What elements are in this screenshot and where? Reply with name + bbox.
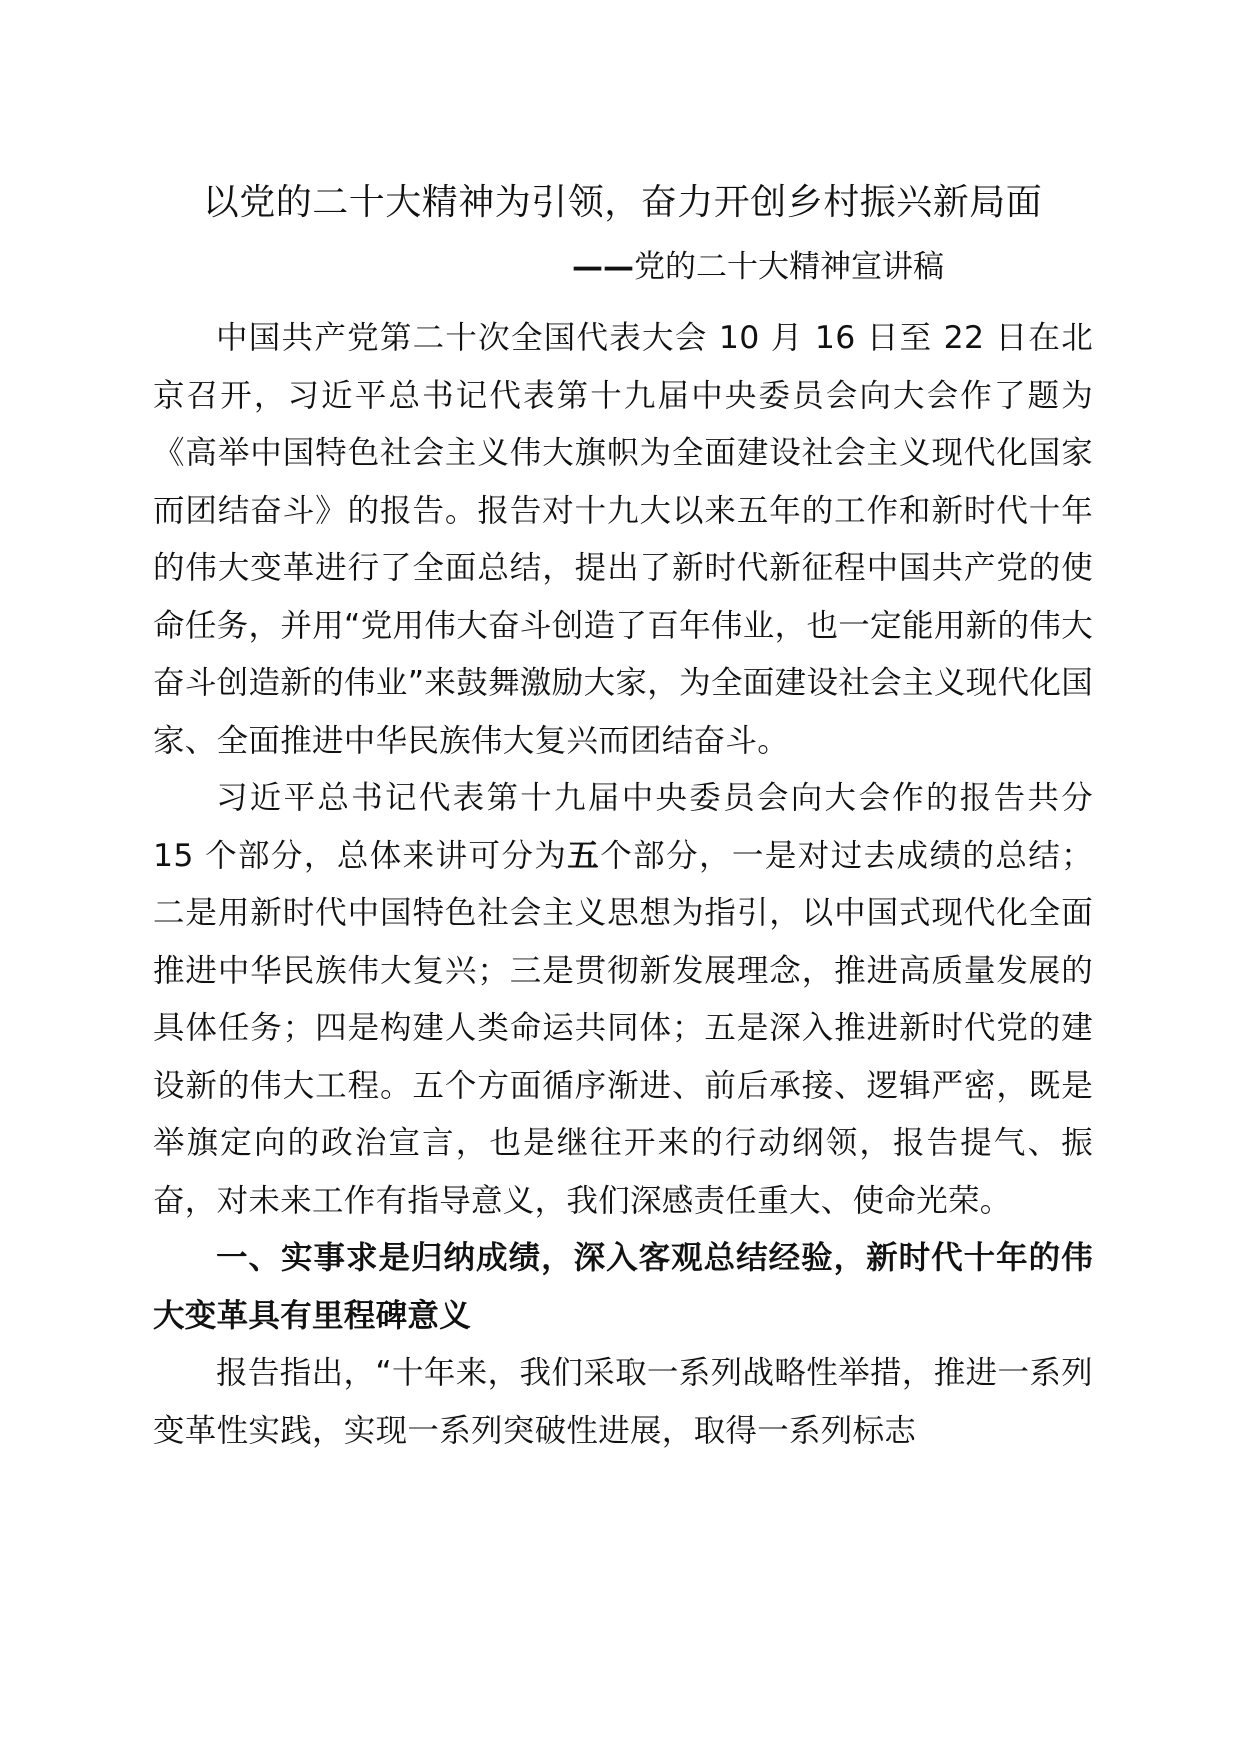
paragraph-report-quote: 报告指出，“十年来，我们采取一系列战略性举措，推进一系列变革性实践，实现一系列突破性进展，取得一系列标志 [153, 1355, 1093, 1449]
document-title: 以党的二十大精神为引领，奋力开创乡村振兴新局面 [202, 182, 1043, 223]
paragraph-report-structure-bold-number: 五 [567, 837, 601, 874]
subtitle-dash: —— [572, 249, 634, 285]
paragraph-report-structure-text-before: 习近平总书记代表第十九届中央委员会向大会作的报告共分 15 个部分，总体来讲可分为 [153, 780, 1093, 874]
paragraph-report-structure [153, 770, 1093, 1230]
document-subtitle [572, 244, 944, 290]
subtitle-text: 党的二十大精神宣讲稿 [634, 249, 944, 285]
paragraph-report-structure-text-after: 个部分，一是对过去成绩的总结；二是用新时代中国特色社会主义思想为指引，以中国式现代化全面推进中华民族伟大复兴；三是贯彻新发展理念，推进高质量发展的具体任务；四是构建人类命运共同体；五是深入推进新时代党的建设新的伟大工程。五个方面循序渐进、前后承接、逻辑严密，既是举旗定向的政治宣言，也是继往开来的行动纲领，报告提气、振奋，对未来工作有指导意义，我们深感责任重大、使命光荣。 [153, 837, 1093, 1219]
document-body [153, 310, 1093, 1460]
paragraph-intro: 中国共产党第二十次全国代表大会 10 月 16 日至 22 日在北京召开，习近平总书记代表第十九届中央委员会向大会作了题为《高举中国特色社会主义伟大旗帜为全面建设社会主义现代化国家而团结奋斗》的报告。报告对十九大以来五年的工作和新时代十年的伟大变革进行了全面总结，提出了新时代新征程中国共产党的使命任务，并用“党用伟大奋斗创造了百年伟业，也一定能用新的伟大奋斗创造新的伟业”来鼓舞激励大家，为全面建设社会主义现代化国家、全面推进中华民族伟大复兴而团结奋斗。 [153, 320, 1093, 759]
section-heading-1: 一、实事求是归纳成绩，深入客观总结经验，新时代十年的伟大变革具有里程碑意义 [153, 1240, 1093, 1334]
